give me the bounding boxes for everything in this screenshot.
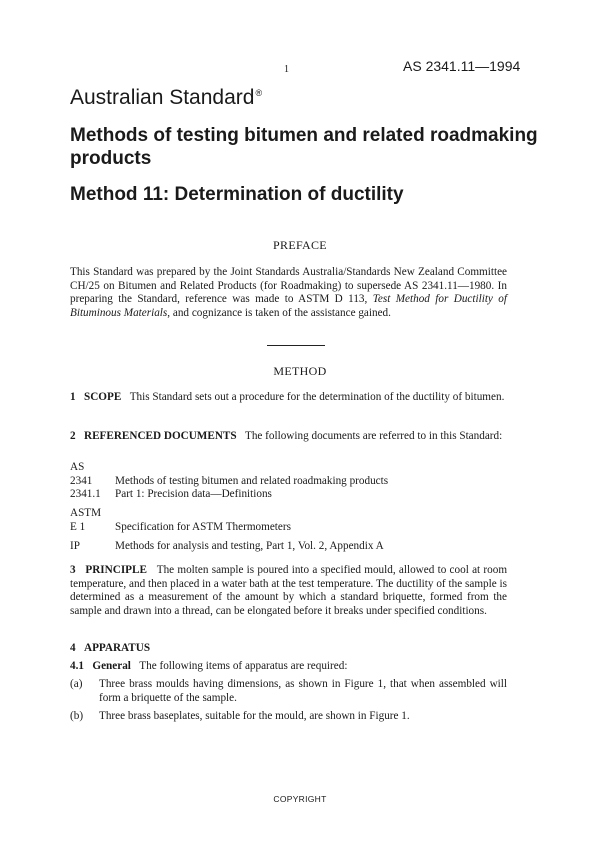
reference-code: 2341.1 — [70, 488, 101, 501]
list-item-label: (b) — [70, 710, 84, 722]
references-intro: The following documents are referred to in this Standard: — [244, 430, 503, 442]
list-item-text: Three brass moulds having dimensions, as shown in Figure 1, that when assembled will form a briquette of the sample. — [99, 678, 507, 704]
principle-text: The molten sample is poured into a specified mould, allowed to cool at room temperature, and then placed in a water bath at the test temperature. The ductility of the sample is determined as a measurement of the amount by which a standard briquette, formed from the sample and drawn into a thread, can be elongated before it breaks under specified conditions. — [70, 564, 508, 618]
reference-title: Methods of testing bitumen and related roadmaking products — [115, 474, 389, 487]
astm-reference-list — [70, 507, 291, 534]
reference-row — [70, 540, 384, 554]
reference-code: 2341 — [70, 474, 93, 487]
method-heading: METHOD — [273, 364, 327, 378]
apparatus-title: APPARATUS — [83, 642, 151, 654]
apparatus-number: 4 — [70, 642, 76, 654]
preface-heading: PREFACE — [273, 238, 327, 252]
list-item-text: Three brass baseplates, suitable for the mould, are shown in Figure 1. — [99, 710, 410, 722]
document-title: Methods of testing bitumen and related roadmaking products — [70, 125, 538, 169]
copyright-footer: COPYRIGHT — [273, 794, 327, 804]
reference-row — [70, 521, 291, 535]
reference-code: E 1 — [70, 520, 86, 533]
scope-number: 1 — [70, 391, 76, 403]
reference-title: Methods for analysis and testing, Part 1, Vol. 2, Appendix A — [115, 540, 384, 552]
apparatus-general — [70, 660, 507, 674]
brand-name — [70, 86, 262, 110]
principle-section — [70, 564, 507, 619]
reference-row — [70, 475, 388, 489]
reference-title: Part 1: Precision data—Definitions — [115, 488, 272, 501]
list-item — [70, 678, 507, 705]
preface-text-start: This Standard was prepared by the Joint Standards Australia/Standards New Zealand Committee CH/25 on Bitumen and Related Products (for Roadmaking) to supersede AS 2341.11—1980. In preparing the Standard, reference was made to ASTM D 113, — [70, 266, 507, 306]
principle-number: 3 — [70, 564, 76, 576]
apparatus-heading — [70, 642, 507, 656]
general-heading: General — [92, 660, 131, 672]
reference-code: IP — [70, 540, 80, 552]
section-divider — [267, 345, 325, 346]
references-section — [70, 430, 507, 444]
as-reference-list — [70, 461, 388, 502]
scope-section — [70, 391, 507, 405]
standard-code: AS 2341.11—1994 — [403, 58, 521, 74]
brand-label: Australian Standard — [70, 86, 255, 109]
method-title: Method 11: Determination of ductility — [70, 184, 404, 205]
preface-italic-title: Test Method for Ductility of Bituminous Materials — [70, 293, 507, 320]
general-text: The following items of apparatus are required: — [139, 660, 348, 672]
list-item — [70, 710, 507, 724]
scope-heading: SCOPE — [83, 391, 122, 403]
preface-text — [70, 266, 507, 321]
as-label: AS — [70, 461, 85, 473]
reference-row — [70, 488, 388, 502]
references-number: 2 — [70, 430, 76, 442]
scope-text: This Standard sets out a procedure for the determination of the ductility of bitumen. — [129, 391, 505, 403]
page-number: 1 — [284, 64, 289, 75]
list-item-label: (a) — [70, 678, 83, 690]
general-number: 4.1 — [70, 660, 84, 672]
ip-reference-list — [70, 540, 384, 554]
principle-heading: PRINCIPLE — [85, 564, 147, 576]
preface-text-end: , and cognizance is taken of the assistance gained. — [167, 307, 391, 320]
registered-mark: ® — [255, 88, 263, 98]
references-heading: REFERENCED DOCUMENTS — [83, 430, 237, 442]
astm-label: ASTM — [70, 507, 102, 519]
reference-title: Specification for ASTM Thermometers — [115, 520, 291, 533]
